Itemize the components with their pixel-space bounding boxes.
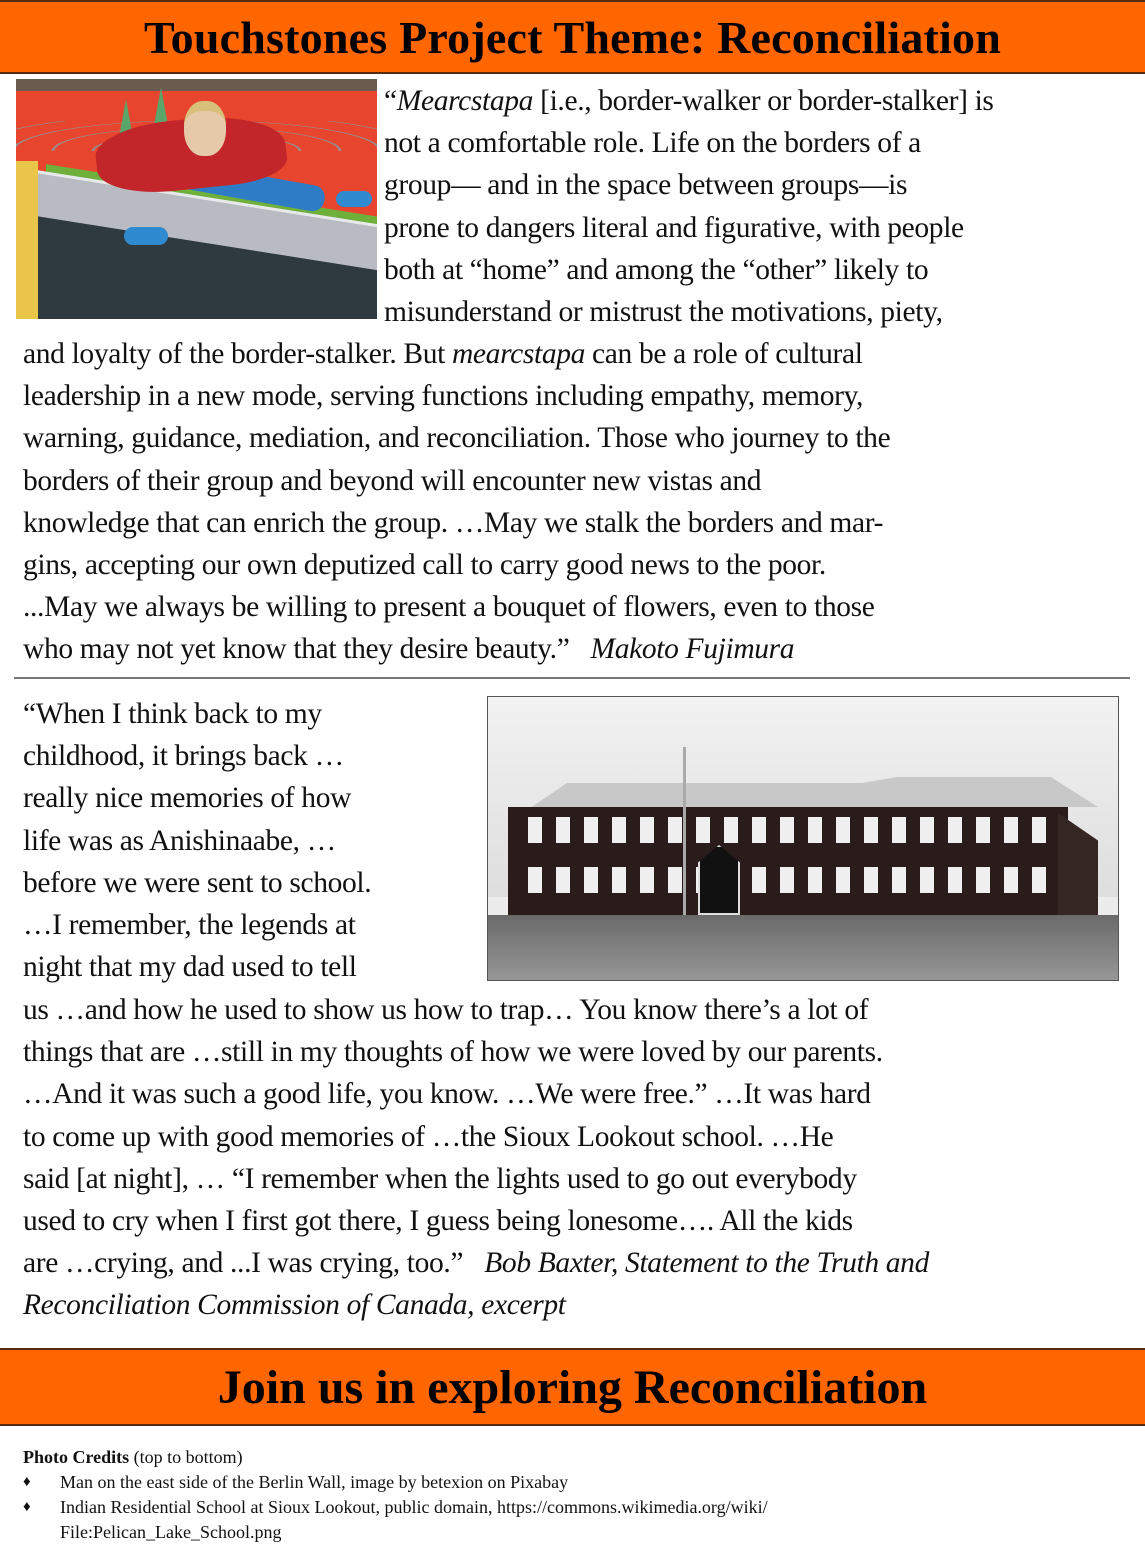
quote-line: leadership in a new mode, serving functions including empathy, memory,	[23, 380, 864, 413]
quote-line: “When I think back to my	[23, 698, 322, 730]
section-divider	[14, 677, 1130, 679]
quote-line: are …crying, and ...I was crying, too.” Bob Baxter, Statement to the Truth and	[23, 1247, 929, 1280]
quote-line: misunderstand or mistrust the motivations, piety,	[384, 295, 943, 328]
quote-line: used to cry when I first got there, I guess being lonesome…. All the kids	[23, 1204, 853, 1237]
quote-fujimura-full	[23, 333, 890, 671]
quote-line: us …and how he used to show us how to trap… You know there’s a lot of	[23, 994, 869, 1026]
quote-line: both at “home” and among the “other” likely to	[384, 253, 929, 286]
call-to-action-text: Join us in exploring Reconciliation	[217, 1360, 928, 1414]
credit-item: ♦ Man on the east side of the Berlin Wall, image by betexion on Pixabay	[23, 1470, 768, 1495]
quote-attribution: Bob Baxter, Statement to the Truth and	[484, 1247, 929, 1280]
quote-line: things that are …still in my thoughts of how we were loved by our parents.	[23, 1036, 883, 1069]
quote-line: night that my dad used to tell	[23, 951, 357, 984]
quote-line: before we were sent to school.	[23, 866, 372, 899]
credit-link-text-cont: File:Pelican_Lake_School.png	[60, 1522, 282, 1542]
header-banner	[0, 0, 1145, 74]
photo-credits-title: Photo Credits (top to bottom)	[23, 1447, 243, 1467]
residential-school-image	[487, 696, 1119, 981]
quote-baxter-full	[23, 989, 929, 1327]
quote-line: …I remember, the legends at	[23, 908, 356, 941]
quote-line: borders of their group and beyond will encounter new vistas and	[23, 464, 762, 497]
quote-attribution: Makoto Fujimura	[590, 633, 795, 666]
diamond-bullet-icon: ♦	[23, 1499, 31, 1515]
quote-line: not a comfortable role. Life on the borders of a	[384, 127, 921, 160]
call-to-action-banner	[0, 1348, 1145, 1426]
quote-line: said [at night], … “I remember when the lights used to go out everybody	[23, 1162, 857, 1195]
photo-credits	[23, 1445, 768, 1545]
quote-line: and loyalty of the border-stalker. But mearcstapa can be a role of cultural	[23, 338, 863, 370]
page-title: Touchstones Project Theme: Reconciliation	[144, 11, 1001, 63]
quote-attribution-cont: Reconciliation Commission of Canada, excerpt	[23, 1289, 566, 1322]
quote-line: to come up with good memories of …the Sioux Lookout school. …He	[23, 1120, 834, 1153]
quote-line: prone to dangers literal and figurative, with people	[384, 211, 964, 244]
quote-line: gins, accepting our own deputized call to carry good news to the poor.	[23, 548, 826, 581]
quote-line: ...May we always be willing to present a bouquet of flowers, even to those	[23, 591, 875, 624]
diamond-bullet-icon: ♦	[23, 1474, 31, 1490]
quote-line: life was as Anishinaabe, …	[23, 824, 336, 857]
quote-line: knowledge that can enrich the group. …May we stalk the borders and mar-	[23, 506, 884, 539]
quote-line	[23, 1284, 929, 1326]
berlin-wall-mural-image	[16, 79, 377, 319]
quote-line: childhood, it brings back …	[23, 740, 344, 773]
quote-line: really nice memories of how	[23, 782, 352, 815]
quote-fujimura-side	[384, 80, 994, 333]
credit-item	[23, 1495, 768, 1545]
quote-line: “Mearcstapa [i.e., border-walker or border-stalker] is	[384, 85, 994, 117]
quote-line: group— and in the space between groups—is	[384, 169, 908, 202]
quote-baxter-side	[23, 693, 371, 988]
quote-line: …And it was such a good life, you know. …We were free.” …It was hard	[23, 1078, 871, 1111]
credit-link-text: Indian Residential School at Sioux Lookout, public domain, https://commons.wikimedia.org/wiki/	[60, 1497, 768, 1517]
quote-line: who may not yet know that they desire beauty.” Makoto Fujimura	[23, 633, 795, 666]
quote-line: warning, guidance, mediation, and reconciliation. Those who journey to the	[23, 422, 891, 455]
